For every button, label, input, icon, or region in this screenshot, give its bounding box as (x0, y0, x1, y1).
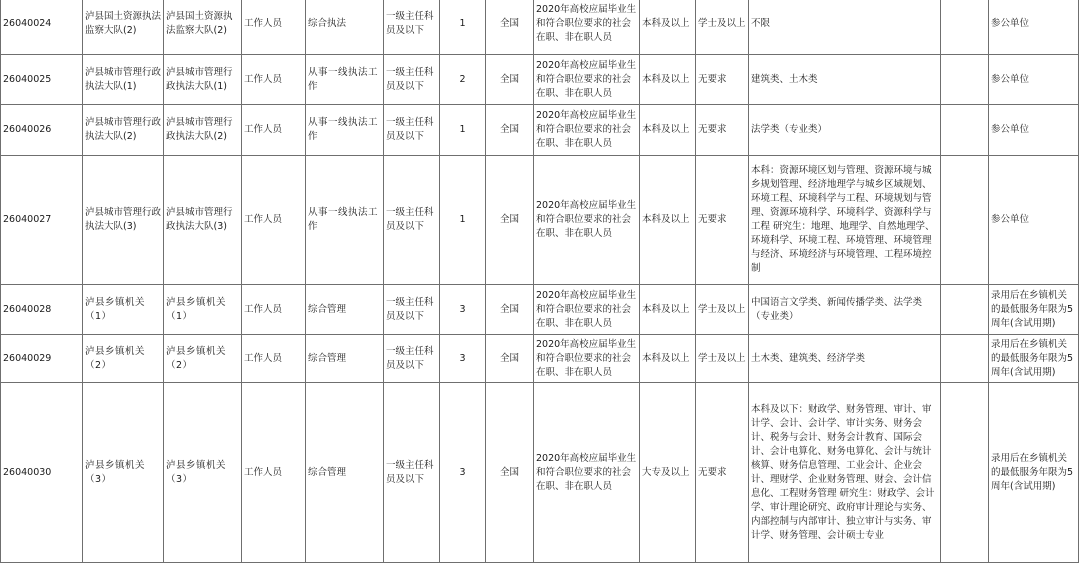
position-code: 26040029 (1, 335, 83, 383)
remark-cell: 参公单位 (989, 55, 1079, 105)
rank-cell: 一级主任科员及以下 (384, 0, 440, 55)
employer-cell: 泸县城市管理行政执法大队(2) (164, 105, 242, 156)
rank-cell: 一级主任科员及以下 (384, 105, 440, 156)
hire-count-cell: 2 (440, 55, 486, 105)
table-row (1, 55, 1079, 105)
scope-cell: 全国 (486, 55, 534, 105)
rank-cell: 一级主任科员及以下 (384, 55, 440, 105)
major-cell: 法学类（专业类） (749, 105, 941, 156)
degree-cell: 无要求 (696, 105, 749, 156)
remark-cell: 参公单位 (989, 0, 1079, 55)
remark-cell: 录用后在乡镇机关的最低服务年限为5周年(含试用期) (989, 285, 1079, 335)
position-type-cell: 工作人员 (242, 0, 306, 55)
major-cell: 土木类、建筑类、经济学类 (749, 335, 941, 383)
department-cell: 泸县乡镇机关（2） (83, 335, 164, 383)
remark-cell: 参公单位 (989, 105, 1079, 156)
education-cell: 本科及以上 (640, 105, 696, 156)
education-cell: 本科及以上 (640, 0, 696, 55)
hire-count-cell: 3 (440, 285, 486, 335)
department-cell: 泸县乡镇机关（1） (83, 285, 164, 335)
target-cell: 2020年高校应届毕业生和符合职位要求的社会在职、非在职人员 (534, 0, 640, 55)
department-cell: 泸县城市管理行政执法大队(2) (83, 105, 164, 156)
table-row (1, 285, 1079, 335)
position-code: 26040030 (1, 383, 83, 563)
target-cell: 2020年高校应届毕业生和符合职位要求的社会在职、非在职人员 (534, 156, 640, 285)
job-duty-cell: 从事一线执法工作 (306, 55, 384, 105)
degree-cell: 学士及以上 (696, 0, 749, 55)
job-duty-cell: 从事一线执法工作 (306, 156, 384, 285)
job-duty-cell: 综合管理 (306, 335, 384, 383)
other-req-cell (941, 55, 989, 105)
employer-cell: 泸县国土资源执法监察大队(2) (164, 0, 242, 55)
position-type-cell: 工作人员 (242, 156, 306, 285)
major-cell: 本科：资源环境区划与管理、资源环境与城乡规划管理、经济地理学与城乡区域规划、环境工程、环境科学与工程、环境规划与管理、资源环境科学、环境科学、资源科学与工程 研究生：地理、地理学、自然地理学、环境科学、环境工程、环境管理、环境管理与经济、环境经济与环境管理、工程环境控制 (749, 156, 941, 285)
employer-cell: 泸县乡镇机关（3） (164, 383, 242, 563)
hire-count-cell: 1 (440, 156, 486, 285)
position-type-cell: 工作人员 (242, 105, 306, 156)
target-cell: 2020年高校应届毕业生和符合职位要求的社会在职、非在职人员 (534, 383, 640, 563)
position-code: 26040025 (1, 55, 83, 105)
scope-cell: 全国 (486, 0, 534, 55)
position-code: 26040026 (1, 105, 83, 156)
degree-cell: 无要求 (696, 55, 749, 105)
department-cell: 泸县国土资源执法监察大队(2) (83, 0, 164, 55)
target-cell: 2020年高校应届毕业生和符合职位要求的社会在职、非在职人员 (534, 285, 640, 335)
hire-count-cell: 1 (440, 0, 486, 55)
remark-cell: 参公单位 (989, 156, 1079, 285)
major-cell: 不限 (749, 0, 941, 55)
table-row (1, 105, 1079, 156)
table-row (1, 156, 1079, 285)
education-cell: 本科及以上 (640, 335, 696, 383)
employer-cell: 泸县城市管理行政执法大队(3) (164, 156, 242, 285)
major-cell: 建筑类、土木类 (749, 55, 941, 105)
hire-count-cell: 3 (440, 335, 486, 383)
department-cell: 泸县城市管理行政执法大队(1) (83, 55, 164, 105)
major-cell: 中国语言文学类、新闻传播学类、法学类（专业类） (749, 285, 941, 335)
target-cell: 2020年高校应届毕业生和符合职位要求的社会在职、非在职人员 (534, 105, 640, 156)
scope-cell: 全国 (486, 156, 534, 285)
table-row (1, 383, 1079, 563)
target-cell: 2020年高校应届毕业生和符合职位要求的社会在职、非在职人员 (534, 335, 640, 383)
education-cell: 大专及以上 (640, 383, 696, 563)
other-req-cell (941, 156, 989, 285)
position-type-cell: 工作人员 (242, 383, 306, 563)
scope-cell: 全国 (486, 285, 534, 335)
education-cell: 本科及以上 (640, 55, 696, 105)
degree-cell: 学士及以上 (696, 285, 749, 335)
rank-cell: 一级主任科员及以下 (384, 285, 440, 335)
position-type-cell: 工作人员 (242, 335, 306, 383)
position-code: 26040028 (1, 285, 83, 335)
other-req-cell (941, 335, 989, 383)
other-req-cell (941, 105, 989, 156)
education-cell: 本科及以上 (640, 156, 696, 285)
employer-cell: 泸县乡镇机关（2） (164, 335, 242, 383)
degree-cell: 学士及以上 (696, 335, 749, 383)
scope-cell: 全国 (486, 335, 534, 383)
rank-cell: 一级主任科员及以下 (384, 156, 440, 285)
degree-cell: 无要求 (696, 383, 749, 563)
degree-cell: 无要求 (696, 156, 749, 285)
remark-cell: 录用后在乡镇机关的最低服务年限为5周年(含试用期) (989, 383, 1079, 563)
remark-cell: 录用后在乡镇机关的最低服务年限为5周年(含试用期) (989, 335, 1079, 383)
major-cell: 本科及以下：财政学、财务管理、审计、审计学、会计、会计学、审计实务、财务会计、税务与会计、财务会计教育、国际会计、会计电算化、财务电算化、会计与统计核算、财务信息管理、工业会计、企业会计、理财学、企业财务管理、财会、会计信息化、工程财务管理 研究生：财政学、会计学、审计理论研究、政府审计理论与实务、内部控制与内部审计、独立审计与实务、审计学、财务管理、会计硕士专业 (749, 383, 941, 563)
position-type-cell: 工作人员 (242, 55, 306, 105)
table-row (1, 335, 1079, 383)
other-req-cell (941, 383, 989, 563)
job-duty-cell: 综合执法 (306, 0, 384, 55)
other-req-cell (941, 285, 989, 335)
job-duty-cell: 综合管理 (306, 383, 384, 563)
job-duty-cell: 综合管理 (306, 285, 384, 335)
employer-cell: 泸县城市管理行政执法大队(1) (164, 55, 242, 105)
position-code: 26040027 (1, 156, 83, 285)
department-cell: 泸县城市管理行政执法大队(3) (83, 156, 164, 285)
position-code: 26040024 (1, 0, 83, 55)
table-row (1, 0, 1079, 55)
job-duty-cell: 从事一线执法工作 (306, 105, 384, 156)
hire-count-cell: 1 (440, 105, 486, 156)
hire-count-cell: 3 (440, 383, 486, 563)
employer-cell: 泸县乡镇机关（1） (164, 285, 242, 335)
rank-cell: 一级主任科员及以下 (384, 383, 440, 563)
scope-cell: 全国 (486, 383, 534, 563)
rank-cell: 一级主任科员及以下 (384, 335, 440, 383)
scope-cell: 全国 (486, 105, 534, 156)
target-cell: 2020年高校应届毕业生和符合职位要求的社会在职、非在职人员 (534, 55, 640, 105)
education-cell: 本科及以上 (640, 285, 696, 335)
other-req-cell (941, 0, 989, 55)
position-type-cell: 工作人员 (242, 285, 306, 335)
department-cell: 泸县乡镇机关（3） (83, 383, 164, 563)
